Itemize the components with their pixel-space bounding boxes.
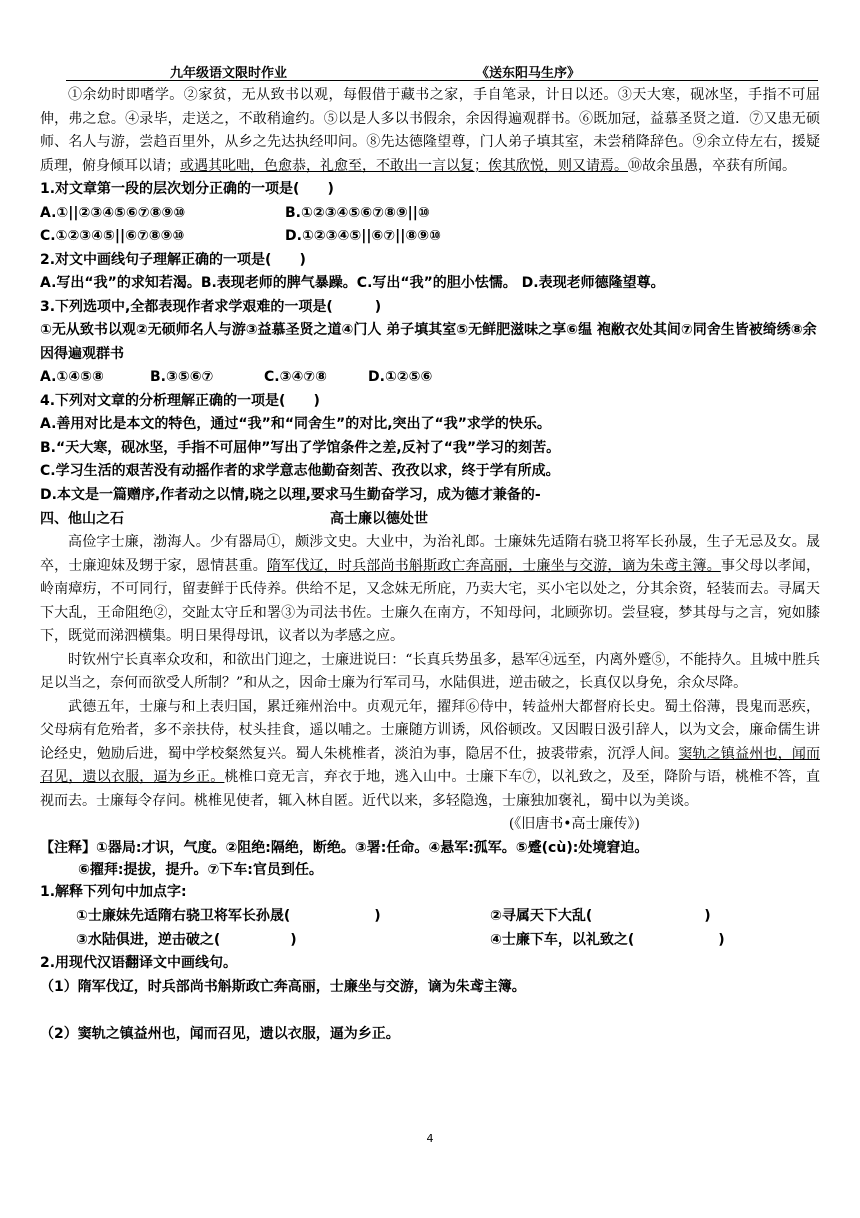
blank-item-3[interactable]: ③水陆俱进，逆击破之( ) <box>76 932 297 948</box>
translate-sentence-1: （1）隋军伐辽，时兵部尚书斛斯政亡奔高丽，士廉坐与交游，谪为朱鸢主簿。 <box>40 978 526 995</box>
option-a[interactable]: A.①||②③④⑤⑥⑦⑧⑨⑩ <box>40 204 186 221</box>
passage-2-para-2: 时钦州宁长真率众攻和，和欲出门迎之，士廉进说曰：“长真兵势虽多，悬军④远至，内离外蹙⑤，不能持久。且城中胜兵足以当之，奈何而欲受人所制？”和从之，因命士廉为行军司马，水陆俱进，逆击破之，长真仅以身免，余众尽降。 <box>40 651 820 691</box>
passage-2-para-1 <box>40 531 820 649</box>
option-d[interactable]: D.本文是一篇赠序,作者动之以情,晓之以理,要求马生勤奋学习，成为德才兼备的- <box>40 486 541 503</box>
passage-2-title: 高士廉以德处世 <box>330 511 428 527</box>
option-b[interactable]: B.“天大寒，砚冰坚，手指不可屈伸”写出了学馆条件之差,反衬了“我”学习的刻苦。 <box>40 439 561 456</box>
section-number: 四、他山之石 <box>40 511 124 527</box>
option-b[interactable]: B.③⑤⑥⑦ <box>150 369 214 385</box>
option-c[interactable]: C.①②③④⑤||⑥⑦⑧⑨⑩ <box>40 228 185 244</box>
option-a[interactable]: A.善用对比是本文的特色，通过“我”和“同舍生”的对比,突出了“我”求学的快乐。 <box>40 416 551 432</box>
passage-2-para-3 <box>40 696 820 814</box>
para-text-end: 事父母以孝闻，岭南瘴疠，不可同行，留妻鲜于氏侍养。供给不足，又念妹无所庇，乃卖大宅，买小宅以处之，分其余资，轻装而去。寻属天下大乱，王命阻绝②，交趾太守丘和署③为司法书佐。士廉久在南方，不知母问，北顾弥切。尝昼寝，梦其母与之言，宛如膝下，既觉而涕泗横集。明日果得母讯，议者以为孝感之应。 <box>40 557 821 644</box>
question-2-stem: 2.对文中画线句子理解正确的一项是( ) <box>40 251 306 268</box>
question-1-options-cd <box>40 225 820 249</box>
para-text: 高俭字士廉，渤海人。少有器局①，颇涉文史。大业中，为治礼郎。士廉妹先适隋右骁卫将军长孙晟，生子无忌及女。晟卒，士廉迎妹及甥于家，恩情甚重。 <box>40 534 820 574</box>
passage-1 <box>40 84 820 178</box>
option-d[interactable]: D.①②⑤⑥ <box>368 369 433 385</box>
option-c[interactable]: C.学习生活的艰苦没有动摇作者的求学意志他勤奋刻苦、孜孜以求，终于学有所成。 <box>40 463 560 479</box>
para-text-end: 桃椎口竟无言，弃衣于地，逃入山中。士廉下车⑦，以礼致之，及至，降阶与语，桃椎不答，直视而去。士廉每令存问。桃椎见使者，辄入林自匿。近代以来，多轻隐逸，士廉独加褒礼，蜀中以为美谈。 <box>40 769 821 809</box>
question-2-options[interactable]: A.写出“我”的求知若渴。B.表现老师的脾气暴躁。C.写出“我”的胆小怯懦。 D.表现老师德隆望尊。 <box>40 275 665 291</box>
option-a[interactable]: A.①④⑤⑧ <box>40 369 104 385</box>
para-text: 武德五年，士廉与和上表归国，累迁雍州治中。贞观元年，擢拜⑥侍中，转益州大都督府长史。蜀土俗薄，畏鬼而恶疾，父母病有危殆者，多不亲扶侍，杖头挂食，遥以哺之。士廉随方训诱，风俗顿改。又因暇日汲引辞人，以为文会，廉命儒生讲论经史，勉励后进，蜀中学校粲然复兴。蜀人朱桃椎者，淡泊为事，隐居不仕，披裘带索，沉浮人间。 <box>40 698 820 762</box>
answer-space-1[interactable] <box>40 999 820 1023</box>
main-content <box>40 84 820 1047</box>
question-3-items: ①无从致书以观②无硕师名人与游③益慕圣贤之道④门人 弟子填其室⑤无鲜肥滋味之享⑥缊 袍敝衣处其间⑦同舍生皆被绮绣⑧余因得遍观群书 <box>40 322 817 362</box>
page-header <box>66 60 818 81</box>
header-title: 九年级语文限时作业 <box>170 66 288 81</box>
para-underlined: 隋军伐辽，时兵部尚书斛斯政亡奔高丽，士廉坐与交游，谪为朱鸢主簿。 <box>266 557 721 574</box>
question-5-row-1 <box>40 904 820 928</box>
passage-2-source: (《旧唐书•高士廉传》) <box>508 816 640 832</box>
blank-item-2[interactable]: ②寻属天下大乱( ) <box>490 908 711 924</box>
passage-1-text: ①余幼时即嗜学。②家贫，无从致书以观，每假借于藏书之家，手自笔录，计日以还。③天大寒，砚冰坚，手指不可屈伸，弗之怠。④录毕，走送之，不敢稍逾约。⑤以是人多以书假余，余因得遍观群书。⑥既加冠，益慕圣贤之道．⑦又患无硕师、名人与游，尝趋百里外，从乡之先达执经叩问。⑧先达德隆望尊，门人弟子填其室，未尝稍降辞色。⑨余立侍左右，援疑质理，俯身倾耳以请； <box>40 87 820 174</box>
blank-item-4[interactable]: ④士廉下车，以礼致之( ) <box>490 932 725 948</box>
question-6-stem: 2.用现代汉语翻译文中画线句。 <box>40 955 238 971</box>
passage-1-text-end: ⑩故余虽愚，卒获有所闻。 <box>628 157 796 174</box>
passage-1-underlined: 或遇其叱咄，色愈恭，礼愈至，不敢出一言以复；俟其欣悦，则又请焉。 <box>180 157 628 174</box>
option-d[interactable]: D.①②③④⑤||⑥⑦||⑧⑨⑩ <box>285 228 441 244</box>
translate-sentence-2: （2）窦轨之镇益州也，闻而召见，遗以衣服，逼为乡正。 <box>40 1026 400 1042</box>
option-c[interactable]: C.③④⑦⑧ <box>264 369 328 385</box>
question-5-stem: 1.解释下列句中加点字: <box>40 883 187 900</box>
notes-line-2: ⑥擢拜:提拔，提升。⑦下车:官员到任。 <box>78 861 323 878</box>
question-4-stem: 4.下列对文章的分析理解正确的一项是( ) <box>40 392 320 409</box>
notes-line-1: 【注释】①器局:才识，气度。②阻绝:隔绝，断绝。③署:任命。④悬军:孤军。⑤蹙(cù):处境窘迫。 <box>40 839 649 856</box>
blank-item-1[interactable]: ①士廉妹先适隋右骁卫将军长孙晟( ) <box>76 908 381 924</box>
question-3-options <box>40 366 820 390</box>
question-5-row-2 <box>40 928 820 952</box>
question-1-options-ab <box>40 202 820 226</box>
header-lesson: 《送东阳马生序》 <box>476 66 581 81</box>
option-b[interactable]: B.①②③④⑤⑥⑦⑧⑨||⑩ <box>285 204 430 221</box>
page-number: 4 <box>426 1132 434 1145</box>
question-1-stem: 1.对文章第一段的层次划分正确的一项是( ) <box>40 181 334 197</box>
para-underlined: 窦轨之镇益州也，闻而召见，遗以衣服，逼为乡正。 <box>40 745 821 785</box>
question-3-stem: 3.下列选项中,全都表现作者求学艰难的一项是( ) <box>40 298 382 315</box>
section-heading <box>40 507 820 531</box>
